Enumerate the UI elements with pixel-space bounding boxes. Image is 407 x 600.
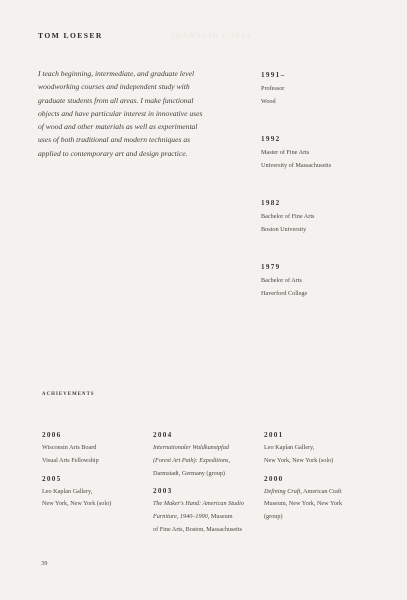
page-number: 39 bbox=[41, 560, 48, 567]
achievement-detail bbox=[42, 498, 154, 511]
achievements-column bbox=[42, 430, 154, 517]
intro-line: I teach beginning, intermediate, and graduate level bbox=[38, 69, 195, 78]
education-detail: University of Massachusetts bbox=[261, 161, 332, 169]
achievement-text: Wisconsin Arts Board bbox=[42, 444, 97, 451]
achievements-column bbox=[153, 430, 265, 543]
education-year: 1982 bbox=[261, 199, 281, 207]
achievement-text: Museum bbox=[209, 513, 233, 521]
education-detail: Bachelor of Arts bbox=[261, 277, 302, 284]
achievement-text: of Fine Arts, Boston, Massachusetts bbox=[153, 525, 243, 533]
education-detail: Professor bbox=[261, 85, 285, 92]
education-entry bbox=[261, 262, 381, 300]
achievement-entry bbox=[264, 474, 376, 524]
achievement-detail bbox=[264, 442, 376, 455]
education-entry bbox=[261, 134, 381, 172]
achievement-text: Internationaler Waldkunstpfad bbox=[153, 444, 229, 451]
author-name: TOM LOESER bbox=[38, 31, 103, 40]
intro-line: woodworking courses and independent study with bbox=[38, 82, 190, 92]
education-detail: Haverford College bbox=[261, 289, 308, 297]
achievements-heading: ACHIEVEMENTS bbox=[42, 392, 95, 397]
achievement-year: 2006 bbox=[42, 431, 62, 439]
achievement-detail bbox=[153, 498, 265, 511]
education-detail: Bachelor of Fine Arts bbox=[261, 213, 315, 220]
intro-line: of wood and other materials as well as experimental bbox=[38, 122, 198, 132]
achievement-text: Leo Kaplan Gallery, bbox=[264, 444, 315, 451]
education-year: 1991– bbox=[261, 71, 286, 79]
achievements-column bbox=[264, 430, 376, 530]
intro-line: uses of both traditional and modern techniques as bbox=[38, 135, 191, 145]
achievement-text: Furniture, 1940–1990, bbox=[153, 513, 210, 521]
intro-line: objects and have particular interest in innovative uses bbox=[38, 108, 203, 118]
achievement-detail bbox=[153, 511, 265, 524]
achievement-detail bbox=[153, 524, 265, 537]
achievement-text: American Craft bbox=[301, 487, 342, 495]
show-through-text: FRANKLIN CORSE bbox=[171, 31, 253, 40]
achievement-entry bbox=[153, 430, 265, 480]
achievement-entry bbox=[42, 430, 154, 468]
achievement-year: 2003 bbox=[153, 487, 173, 496]
achievement-entry bbox=[153, 486, 265, 536]
achievement-detail bbox=[153, 442, 265, 455]
achievement-year: 2001 bbox=[264, 431, 284, 439]
achievement-detail bbox=[153, 455, 265, 468]
achievement-entry bbox=[264, 430, 376, 468]
education-detail: Master of Fine Arts bbox=[261, 149, 310, 156]
education-list bbox=[261, 70, 381, 326]
achievement-detail bbox=[264, 498, 376, 511]
achievement-entry bbox=[42, 474, 154, 512]
intro-line: graduate students from all areas. I make functional bbox=[38, 95, 194, 105]
achievement-year: 2005 bbox=[42, 474, 62, 483]
achievement-text: Visual Arts Fellowship bbox=[42, 456, 99, 464]
achievement-detail bbox=[42, 442, 154, 455]
intro-line: applied to contemporary art and design practice. bbox=[38, 148, 188, 158]
achievement-text: Leo Kaplan Gallery, bbox=[42, 487, 93, 495]
achievement-text: (Forest Art Path): Expeditions, bbox=[153, 456, 230, 464]
achievement-year: 2000 bbox=[264, 474, 284, 483]
education-entry bbox=[261, 70, 381, 108]
achievement-text: Defining Craft, bbox=[264, 487, 302, 495]
intro-paragraph bbox=[38, 67, 238, 160]
achievement-detail bbox=[153, 468, 265, 481]
achievement-detail bbox=[264, 511, 376, 524]
achievement-detail bbox=[264, 455, 376, 468]
education-year: 1979 bbox=[261, 263, 281, 271]
education-year: 1992 bbox=[261, 135, 281, 143]
achievement-year: 2004 bbox=[153, 431, 173, 439]
achievement-text: Museum, New York, New York bbox=[264, 500, 343, 508]
achievement-detail bbox=[42, 455, 154, 468]
education-detail: Wood bbox=[261, 97, 276, 105]
achievement-text: (group) bbox=[264, 513, 283, 521]
achievement-text: New York, New York (solo) bbox=[42, 500, 112, 508]
achievement-text: The Maker's Hand: American Studio bbox=[153, 500, 244, 508]
education-entry bbox=[261, 198, 381, 236]
achievement-detail bbox=[42, 486, 154, 499]
education-detail: Boston University bbox=[261, 225, 307, 233]
achievement-text: Darmstadt, Germany (group) bbox=[153, 469, 225, 477]
achievement-text: New York, New York (solo) bbox=[264, 456, 334, 464]
achievement-detail bbox=[264, 486, 376, 499]
